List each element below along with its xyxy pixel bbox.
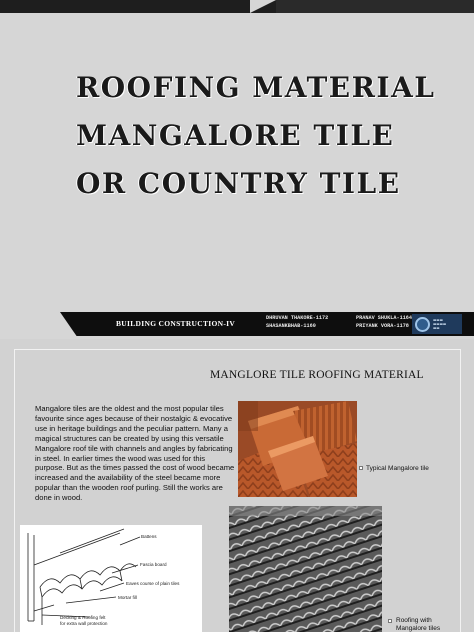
- eaves-drawing: [20, 525, 202, 632]
- label-decking: Decking & Roofing felt: [60, 615, 106, 620]
- tile-stack-illustration: [238, 401, 357, 497]
- label-eaves: Eaves course of plain tiles: [126, 581, 180, 586]
- author-name: DHRUVAN THAKORE-1172: [266, 315, 329, 321]
- caption-roofing: [396, 617, 440, 632]
- title-line-2: MANGALORE TILE: [76, 119, 395, 152]
- author-name: SHASANKBHAB-1160: [266, 323, 316, 329]
- square-bullet-icon: [388, 619, 392, 623]
- label-fascia: Fascia board: [140, 562, 167, 567]
- caption-roofing-line: Mangalore tiles: [396, 625, 441, 632]
- caption-typical-tile: Typical Mangalore tile: [366, 465, 429, 472]
- college-logo-icon: [412, 314, 462, 334]
- course-name: BUILDING CONSTRUCTION-IV: [116, 319, 236, 328]
- eaves-detail-sketch: [20, 525, 202, 632]
- title-line-1: ROOFING MATERIAL: [76, 71, 436, 104]
- tiled-roof-illustration: [229, 506, 382, 632]
- top-decor-wedge: [250, 0, 276, 13]
- tiled-roof-photo: [229, 506, 382, 632]
- tile-stack-photo: [238, 401, 357, 497]
- author-name: PRANAV SHUKLA-1164: [356, 315, 413, 321]
- logo-lettering: ▬▬▬ ▬▬▬▬ ▬▬: [433, 318, 447, 330]
- logo-emblem: [415, 317, 430, 332]
- slide-title: [76, 64, 466, 208]
- author-names-right: [356, 314, 412, 330]
- author-names-left: [266, 314, 328, 330]
- content-title: MANGLORE TILE ROOFING MATERIAL: [210, 369, 424, 381]
- caption-roofing-line: Roofing with: [396, 617, 432, 624]
- title-line-3: OR COUNTRY TILE: [76, 167, 401, 200]
- body-paragraph: Mangalore tiles are the oldest and the most popular tiles favourite since ages because of their nostalgic & evocative use in heritage buildings and the peculiar pattern. Many a magical structures can be created by using this versatile Mangalore roof tile with channels and angles by fabricating in steel. In earlier times the wood was used for this purpose. But as the times passed the cost of wood became increased and the availability of the steel became more popular than the wooden roof purling. Still the works are done in wood.: [35, 404, 235, 503]
- label-mortar: Mortar fill: [118, 595, 137, 600]
- square-bullet-icon: [359, 466, 363, 470]
- label-battens: Battens: [141, 534, 157, 539]
- content-slide: [0, 339, 474, 632]
- top-decor-band-right: [276, 0, 474, 13]
- label-decking-2: for extra wall protection: [60, 621, 108, 626]
- author-name: PRIYANK VORA-1178: [356, 323, 409, 329]
